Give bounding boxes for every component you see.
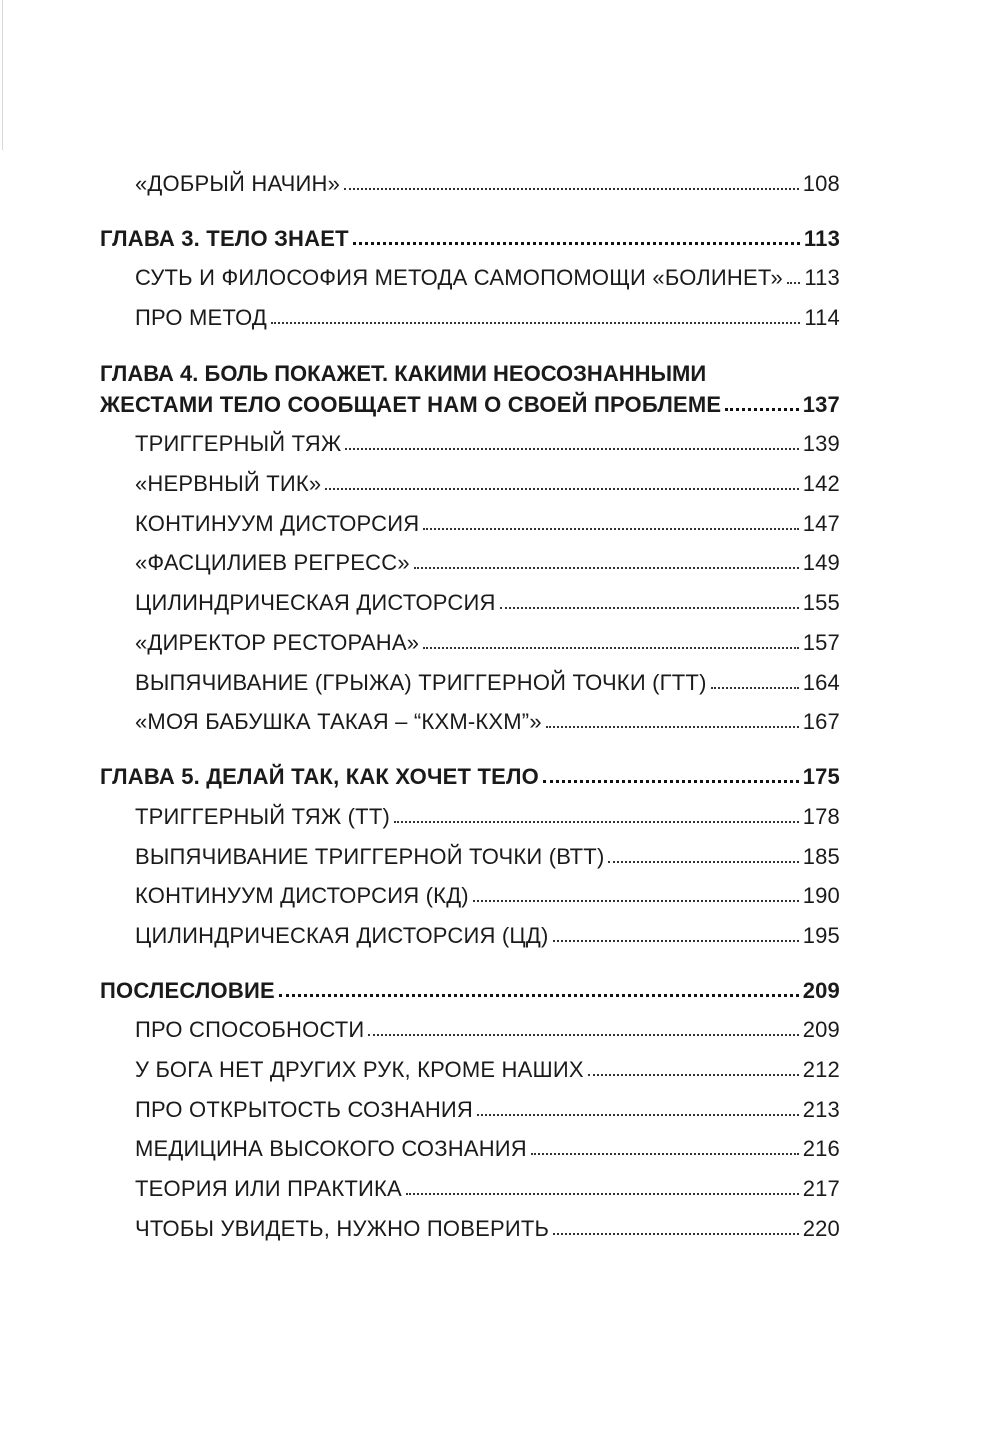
toc-entry[interactable] (135, 917, 840, 949)
toc-entry-page: 113 (804, 265, 840, 290)
toc-entry[interactable] (135, 1011, 840, 1043)
toc-entry-page: 108 (802, 171, 840, 196)
dot-leader (423, 528, 798, 530)
toc-entry-title: «ДОБРЫЙ НАЧИН» (135, 171, 341, 196)
toc-entry[interactable] (135, 505, 840, 537)
toc-entry[interactable] (135, 877, 840, 909)
toc-entry-title: «НЕРВНЫЙ ТИК» (135, 471, 322, 496)
toc-chapter-page: 113 (803, 226, 840, 251)
toc-entry-title: ВЫПЯЧИВАНИЕ (ГРЫЖА) ТРИГГЕРНОЙ ТОЧКИ (ГТТ) (135, 670, 707, 695)
toc-entry[interactable] (135, 1170, 840, 1202)
toc-entry-page: 217 (802, 1176, 840, 1201)
dot-leader (353, 242, 800, 245)
toc-entry-title: КОНТИНУУМ ДИСТОРСИЯ (КД) (135, 883, 469, 908)
toc-entry-title: «МОЯ БАБУШКА ТАКАЯ – “КХМ-КХМ”» (135, 709, 542, 734)
dot-leader (345, 448, 798, 450)
toc-chapter-5[interactable] (100, 758, 840, 790)
toc-entry-page: 212 (802, 1057, 840, 1082)
toc-entry[interactable] (135, 838, 840, 870)
toc-entry-title: ПРО СПОСОБНОСТИ (135, 1017, 365, 1042)
dot-leader (608, 861, 798, 863)
toc-entry-page: 213 (802, 1097, 840, 1122)
toc-entry-page: 216 (802, 1136, 840, 1161)
toc-chapter-4-title-line1[interactable]: ГЛАВА 4. БОЛЬ ПОКАЖЕТ. КАКИМИ НЕОСОЗНАННЫМИ (100, 361, 707, 386)
toc-entry-title: ПРО МЕТОД (135, 305, 268, 330)
toc-entry-page: 157 (802, 630, 840, 655)
toc-entry[interactable] (135, 425, 840, 457)
toc-chapter-title: ГЛАВА 5. ДЕЛАЙ ТАК, КАК ХОЧЕТ ТЕЛО (100, 764, 539, 789)
toc-entry-title: ТРИГГЕРНЫЙ ТЯЖ (ТТ) (135, 804, 390, 829)
toc-chapter-title: ПОСЛЕСЛОВИЕ (100, 978, 275, 1003)
dot-leader (414, 567, 799, 569)
toc-entry-page: 190 (802, 883, 840, 908)
toc-entry-title: ТРИГГЕРНЫЙ ТЯЖ (135, 431, 342, 456)
toc-entry-title: ЦИЛИНДРИЧЕСКАЯ ДИСТОРСИЯ (ЦД) (135, 923, 549, 948)
toc-entry-dobry-nachin[interactable] (135, 165, 840, 197)
dot-leader (546, 726, 799, 728)
toc-chapter-page: 209 (802, 978, 840, 1003)
toc-entry-title: ВЫПЯЧИВАНИЕ ТРИГГЕРНОЙ ТОЧКИ (ВТТ) (135, 844, 605, 869)
toc-chapter-4[interactable] (100, 386, 840, 418)
toc-entry-title: «ФАСЦИЛИЕВ РЕГРЕСС» (135, 550, 410, 575)
toc-entry[interactable] (135, 798, 840, 830)
toc-entry[interactable] (135, 1091, 840, 1123)
toc-entry-page: 220 (802, 1216, 840, 1241)
toc-chapter-page: 137 (802, 392, 840, 417)
toc-entry-title: У БОГА НЕТ ДРУГИХ РУК, КРОМЕ НАШИХ (135, 1057, 584, 1082)
toc-entry[interactable] (135, 1051, 840, 1083)
dot-leader (787, 282, 800, 284)
dot-leader (553, 1233, 799, 1235)
toc-entry-page: 185 (802, 844, 840, 869)
toc-entry-page: 114 (804, 305, 840, 330)
toc-entry-page: 149 (802, 550, 840, 575)
dot-leader (368, 1034, 798, 1036)
toc-entry-title: ПРО ОТКРЫТОСТЬ СОЗНАНИЯ (135, 1097, 474, 1122)
dot-leader (325, 488, 798, 490)
dot-leader (279, 994, 799, 997)
toc-entry-title: ЧТОБЫ УВИДЕТЬ, НУЖНО ПОВЕРИТЬ (135, 1216, 550, 1241)
toc-entry[interactable] (135, 465, 840, 497)
toc-entry-page: 195 (802, 923, 840, 948)
toc-entry-title: СУТЬ И ФИЛОСОФИЯ МЕТОДА САМОПОМОЩИ «БОЛИНЕТ» (135, 265, 783, 290)
dot-leader (588, 1074, 799, 1076)
toc-entry-page: 164 (802, 670, 840, 695)
toc-entry[interactable] (135, 624, 840, 656)
dot-leader (473, 900, 799, 902)
dot-leader (344, 188, 799, 190)
dot-leader (271, 322, 800, 324)
toc-entry-page: 142 (802, 471, 840, 496)
dot-leader (500, 607, 799, 609)
toc-entry[interactable] (135, 703, 840, 735)
toc-chapter-title: ЖЕСТАМИ ТЕЛО СООБЩАЕТ НАМ О СВОЕЙ ПРОБЛЕМЕ (100, 392, 722, 417)
dot-leader (543, 780, 799, 783)
dot-leader (394, 821, 799, 823)
dot-leader (531, 1153, 799, 1155)
dot-leader (553, 940, 799, 942)
toc-entry-pro-metod[interactable] (135, 299, 840, 331)
toc-chapter-page: 175 (802, 764, 840, 789)
dot-leader (423, 647, 798, 649)
toc-entry-sut-metoda[interactable] (135, 259, 840, 291)
toc-entry[interactable] (135, 664, 840, 696)
toc-entry-title: ТЕОРИЯ ИЛИ ПРАКТИКА (135, 1176, 402, 1201)
page-edge-divider (2, 0, 3, 150)
toc-entry-page: 167 (802, 709, 840, 734)
toc-entry-page: 178 (802, 804, 840, 829)
dot-leader (711, 687, 799, 689)
toc-afterword[interactable] (100, 972, 840, 1004)
dot-leader (477, 1114, 799, 1116)
toc-entry-title: «ДИРЕКТОР РЕСТОРАНА» (135, 630, 420, 655)
toc-entry-page: 139 (802, 431, 840, 456)
toc-entry-page: 155 (802, 590, 840, 615)
toc-entry-page: 147 (802, 511, 840, 536)
dot-leader (406, 1193, 799, 1195)
toc-entry[interactable] (135, 584, 840, 616)
toc-entry-title: КОНТИНУУМ ДИСТОРСИЯ (135, 511, 420, 536)
toc-chapter-title: ГЛАВА 3. ТЕЛО ЗНАЕТ (100, 226, 349, 251)
toc-entry-page: 209 (802, 1017, 840, 1042)
toc-entry[interactable] (135, 1210, 840, 1242)
toc-entry[interactable] (135, 544, 840, 576)
toc-chapter-3[interactable] (100, 220, 840, 252)
toc-entry-title: МЕДИЦИНА ВЫСОКОГО СОЗНАНИЯ (135, 1136, 527, 1161)
toc-entry-title: ЦИЛИНДРИЧЕСКАЯ ДИСТОРСИЯ (135, 590, 496, 615)
toc-entry[interactable] (135, 1130, 840, 1162)
dot-leader (725, 408, 798, 411)
